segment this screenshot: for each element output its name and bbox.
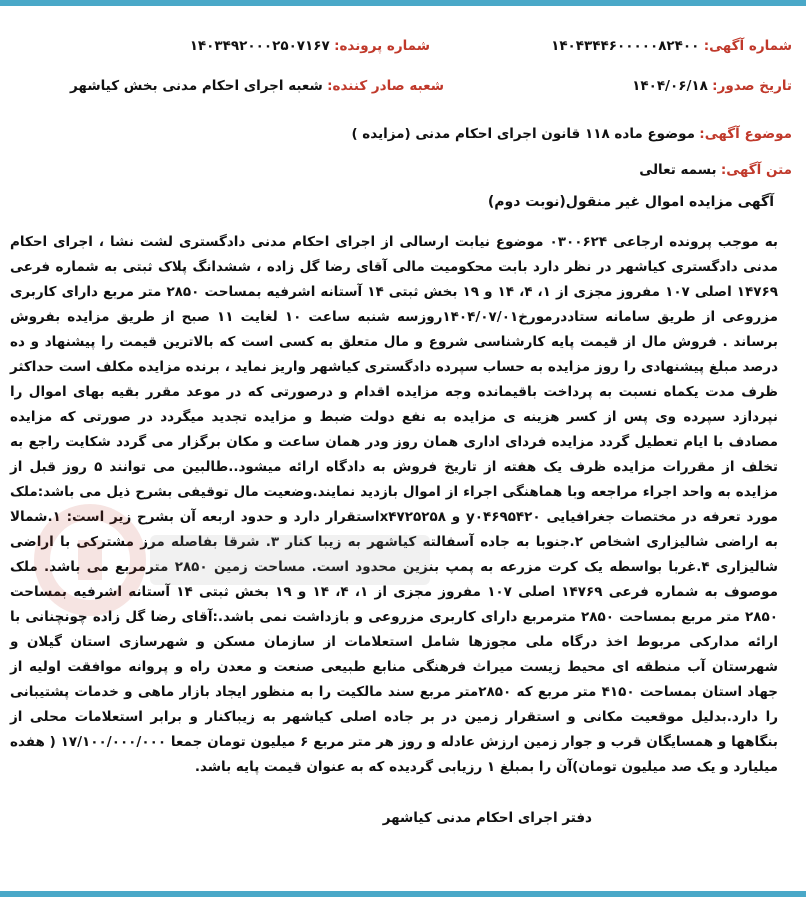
issuer-value: شعبه اجرای احکام مدنی بخش کیاشهر	[70, 78, 323, 94]
issue-date-label: تاریخ صدور:	[712, 78, 792, 94]
issue-date-value: ۱۴۰۴/۰۶/۱۸	[632, 78, 708, 94]
signature: دفتر اجرای احکام مدنی کیاشهر	[382, 810, 592, 826]
case-number-value: ۱۴۰۳۴۹۲۰۰۰۲۵۰۷۱۶۷	[189, 38, 330, 54]
ad-number-value: ۱۴۰۴۳۴۴۶۰۰۰۰۰۸۲۴۰۰	[551, 38, 700, 54]
subject	[351, 126, 792, 142]
case-number	[190, 38, 430, 54]
subject-value: موضوع ماده ۱۱۸ قانون اجرای احکام مدنی (مزایده )	[351, 126, 695, 142]
notice-title: آگهی مزایده اموال غیر منقول(نوبت دوم)	[487, 194, 774, 210]
issuer-label: شعبه صادر کننده:	[327, 78, 444, 94]
notice-text-heading	[639, 162, 792, 178]
issuer	[70, 78, 444, 94]
text-label: متن آگهی:	[720, 162, 792, 178]
notice-body: به موجب پرونده ارجاعی ۰۳۰۰۶۲۴ موضوع نیابت ارسالی از اجرای احکام مدنی دادگستری لشت نشا ، اجرای احکام مدنی دادگستری کیاشهر در نظر دارد بابت محکومیت مالی آقای رضا گل زاده ، ششدانگ پلاک ثبتی به شماره فرعی ۱۴۷۶۹ اصلی ۱۰۷ مفروز مجزی از ۱، ۴، ۱۴ و ۱۹ بخش ثبتی ۱۴ آستانه اشرفیه بمساحت ۲۸۵۰ متر مربع دارای کاربری مزروعی از طریق سامانه ستاددرمورخ۱۴۰۴/۰۷/۰۱روزسه شنبه ساعت ۱۰ لغایت ۱۱ صبح از طریق مزایده بفروش برساند . فروش مال از قیمت پایه کارشناسی شروع و مال متعلق به کسی است که بالاترین قیمت را پیشنهاد و ده درصد مبلغ پیشنهادی را روز مزایده به حساب سپرده دادگستری کیاشهر واریز نماید ، برنده مزایده مکلف است حداکثر ظرف مدت یکماه نسبت به پرداخت باقیمانده وجه مزایده اقدام و درصورتی که در موعد مقرر بقیه بهای اموال را نپردازد سپرده وی پس از کسر هزینه ی مزایده به نفع دولت ضبط و مزایده تجدید میگردد در صورتی که مزایده مصادف با ایام تعطیل گردد مزایده فردای اداری همان روز ودر همان ساعت و مکان برگزار می گردد شکایت راجع به تخلف از مقررات مزایده ظرف یک هفته از تاریخ فروش به دادگاه ارائه میشود..طالبین می توانند ۵ روز قبل از مزایده به واحد اجراء مراجعه وبا هماهنگی اجراء از اموال بازدید نمایند.وضعیت مال توقیفی بشرح ذیل می باشد:ملک مورد تعرفه در مختصات جغرافیایی y۰۴۶۹۵۴۲۰ و x۴۷۲۵۲۵۸استقرار دارد و حدود اربعه آن بشرح زیر است: ۱.شمالا به اراضی شالیزاری اشخاص ۲.جنوبا به جاده آسفالته کیاشهر به زیبا کنار ۳. شرقا بفاصله مرز مشترکی با اراضی شالیزاری ۴.غربا بواسطه یک کرت مزرعه به پمپ بنزین محدود است. مساحت زمین ۲۸۵۰ مترمربع می باشد. ملک موصوف به شماره فرعی ۱۴۷۶۹ اصلی ۱۰۷ مفروز مجزی از ۱، ۴، ۱۴ و ۱۹ بخش ثبتی ۱۴ آستانه اشرفیه بمساحت ۲۸۵۰ متر مربع بمساحت ۲۸۵۰ مترمربع دارای کاربری مزروعی و بازداشت نمی باشد.:آقای رضا گل زاده چونچنانی با ارائه مدارکی مربوط اخذ درگاه ملی مجوزها شامل استعلامات از سازمان مسکن و شهرسازی استان گیلان و شهرستان آب منطقه ای محیط زیست میراث فرهنگی منابع طبیعی صنعت و معدن راه و پروانه موافقت اولیه از جهاد استان بمساحت ۴۱۵۰ متر مربع که ۲۸۵۰متر مربع سند مالکیت را به منظور ایجاد بازار ماهی و خدمات پشتیبانی را دارد.بدلیل موقعیت مکانی و استقرار زمین در بر جاده اصلی کیاشهر به زیباکنار و برابر استعلامات محلی از بنگاهها و همسایگان قرب و جوار زمین ارزش عادله و روز هر متر مربع ۶ میلیون تومان جمعا ۱۷/۱۰۰/۰۰۰/۰۰۰ ( هفده میلیارد و یک صد میلیون تومان)آن را بمبلغ ۱ رزیابی گردیده که به عنوان قیمت پایه باشد.	[10, 234, 779, 775]
ad-number-label: شماره آگهی:	[703, 38, 792, 54]
issue-date	[632, 78, 792, 94]
ad-number	[551, 38, 792, 54]
text-value: بسمه تعالی	[639, 162, 717, 178]
case-number-label: شماره پرونده:	[334, 38, 430, 54]
subject-label: موضوع آگهی:	[699, 126, 792, 142]
